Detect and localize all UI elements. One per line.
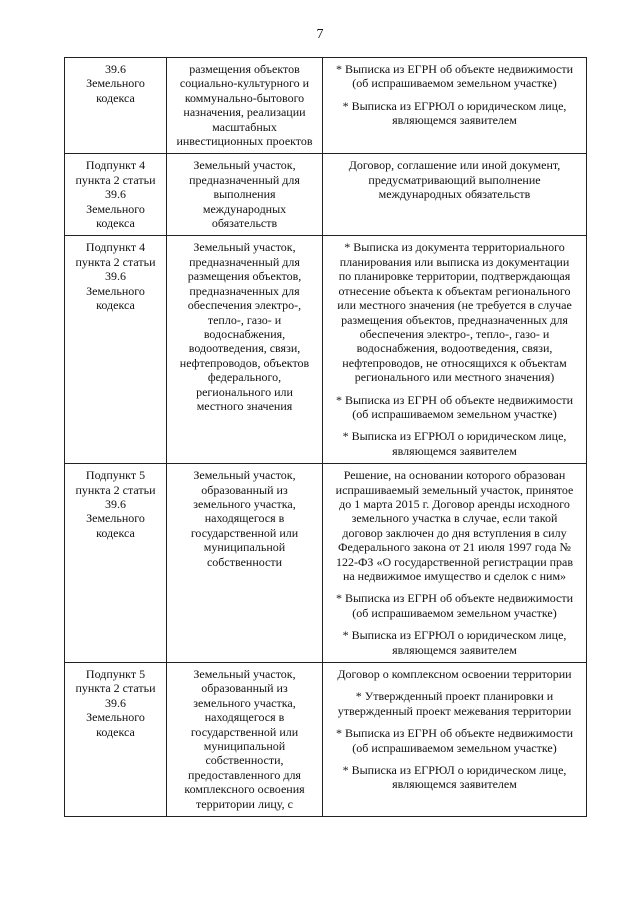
required-documents-cell: [323, 663, 587, 817]
legal-basis-cell: Подпункт 4 пункта 2 статьи 39.6 Земельного кодекса: [65, 154, 167, 236]
document-item: * Выписка из ЕГРЮЛ о юридическом лице, являющемся заявителем: [342, 763, 567, 792]
required-documents-cell: [323, 236, 587, 464]
land-parcel-cell: Земельный участок, образованный из земельного участка, находящегося в государственной или муниципальной собственности: [167, 464, 323, 663]
required-documents-cell: [323, 464, 587, 663]
legal-basis-cell: Подпункт 5 пункта 2 статьи 39.6 Земельного кодекса: [65, 663, 167, 817]
legal-basis-cell: Подпункт 5 пункта 2 статьи 39.6 Земельного кодекса: [65, 464, 167, 663]
land-parcel-cell: Земельный участок, образованный из земельного участка, находящегося в государственной или муниципальной собственности, предоставленного для комплексного освоения территории лицу, с: [167, 663, 323, 817]
table-body: [65, 58, 587, 817]
document-item: Договор о комплексном освоении территории: [337, 667, 572, 682]
documents-table: [64, 57, 587, 817]
document-item: * Выписка из ЕГРН об объекте недвижимости (об испрашиваемом земельном участке): [335, 591, 574, 620]
land-parcel-cell: размещения объектов социально-культурного и коммунально-бытового назначения, реализации масштабных инвестиционных проектов: [167, 58, 323, 154]
land-parcel-cell: Земельный участок, предназначенный для размещения объектов, предназначенных для обеспечения электро-, тепло-, газо- и водоснабжения, водоотведения, связи, нефтепроводов, объектов федерального, регионального или местного значения: [167, 236, 323, 464]
document-item: * Выписка из документа территориального планирования или выписка из документации по планировке территории, подтверждающая отнесение объекта к объектам регионального или местного значения (не требуется в случае размещения объектов, предназначенных для обеспечения электро-, тепло-, газо- и водоснабжения, водоотведения, связи, нефтепроводов, не относящихся к объектам регионального или местного значения): [337, 240, 572, 385]
page-number: 7: [316, 27, 324, 42]
table-row: [65, 663, 587, 817]
legal-basis-cell: Подпункт 4 пункта 2 статьи 39.6 Земельного кодекса: [65, 236, 167, 464]
required-documents-cell: [323, 58, 587, 154]
document-item: Решение, на основании которого образован испрашиваемый земельный участок, принятое до 1 марта 2015 г. Договор аренды исходного земельного участка в случае, если такой договор заключен до дня вступления в силу Федерального закона от 21 июля 1997 года № 122-ФЗ «О государственной регистрации прав на недвижимое имущество и сделок с ним»: [335, 468, 574, 583]
document-item: * Выписка из ЕГРН об объекте недвижимости (об испрашиваемом земельном участке): [335, 392, 574, 421]
table-row: [65, 58, 587, 154]
document-item: * Выписка из ЕГРЮЛ о юридическом лице, являющемся заявителем: [342, 429, 567, 458]
required-documents-cell: [323, 154, 587, 236]
document-item: Договор, соглашение или иной документ, предусматривающий выполнение международных обязательств: [348, 158, 561, 202]
document-item: * Выписка из ЕГРЮЛ о юридическом лице, являющемся заявителем: [342, 628, 567, 657]
table-row: [65, 154, 587, 236]
document-item: * Выписка из ЕГРН об объекте недвижимости (об испрашиваемом земельном участке): [335, 62, 574, 91]
table-row: [65, 236, 587, 464]
legal-basis-cell: 39.6 Земельного кодекса: [65, 58, 167, 154]
document-item: * Выписка из ЕГРЮЛ о юридическом лице, являющемся заявителем: [342, 98, 567, 128]
table-row: [65, 464, 587, 663]
document-item: * Утвержденный проект планировки и утвержденный проект межевания территории: [337, 689, 572, 718]
document-item: * Выписка из ЕГРН об объекте недвижимости (об испрашиваемом земельном участке): [335, 726, 574, 755]
land-parcel-cell: Земельный участок, предназначенный для выполнения международных обязательств: [167, 154, 323, 236]
